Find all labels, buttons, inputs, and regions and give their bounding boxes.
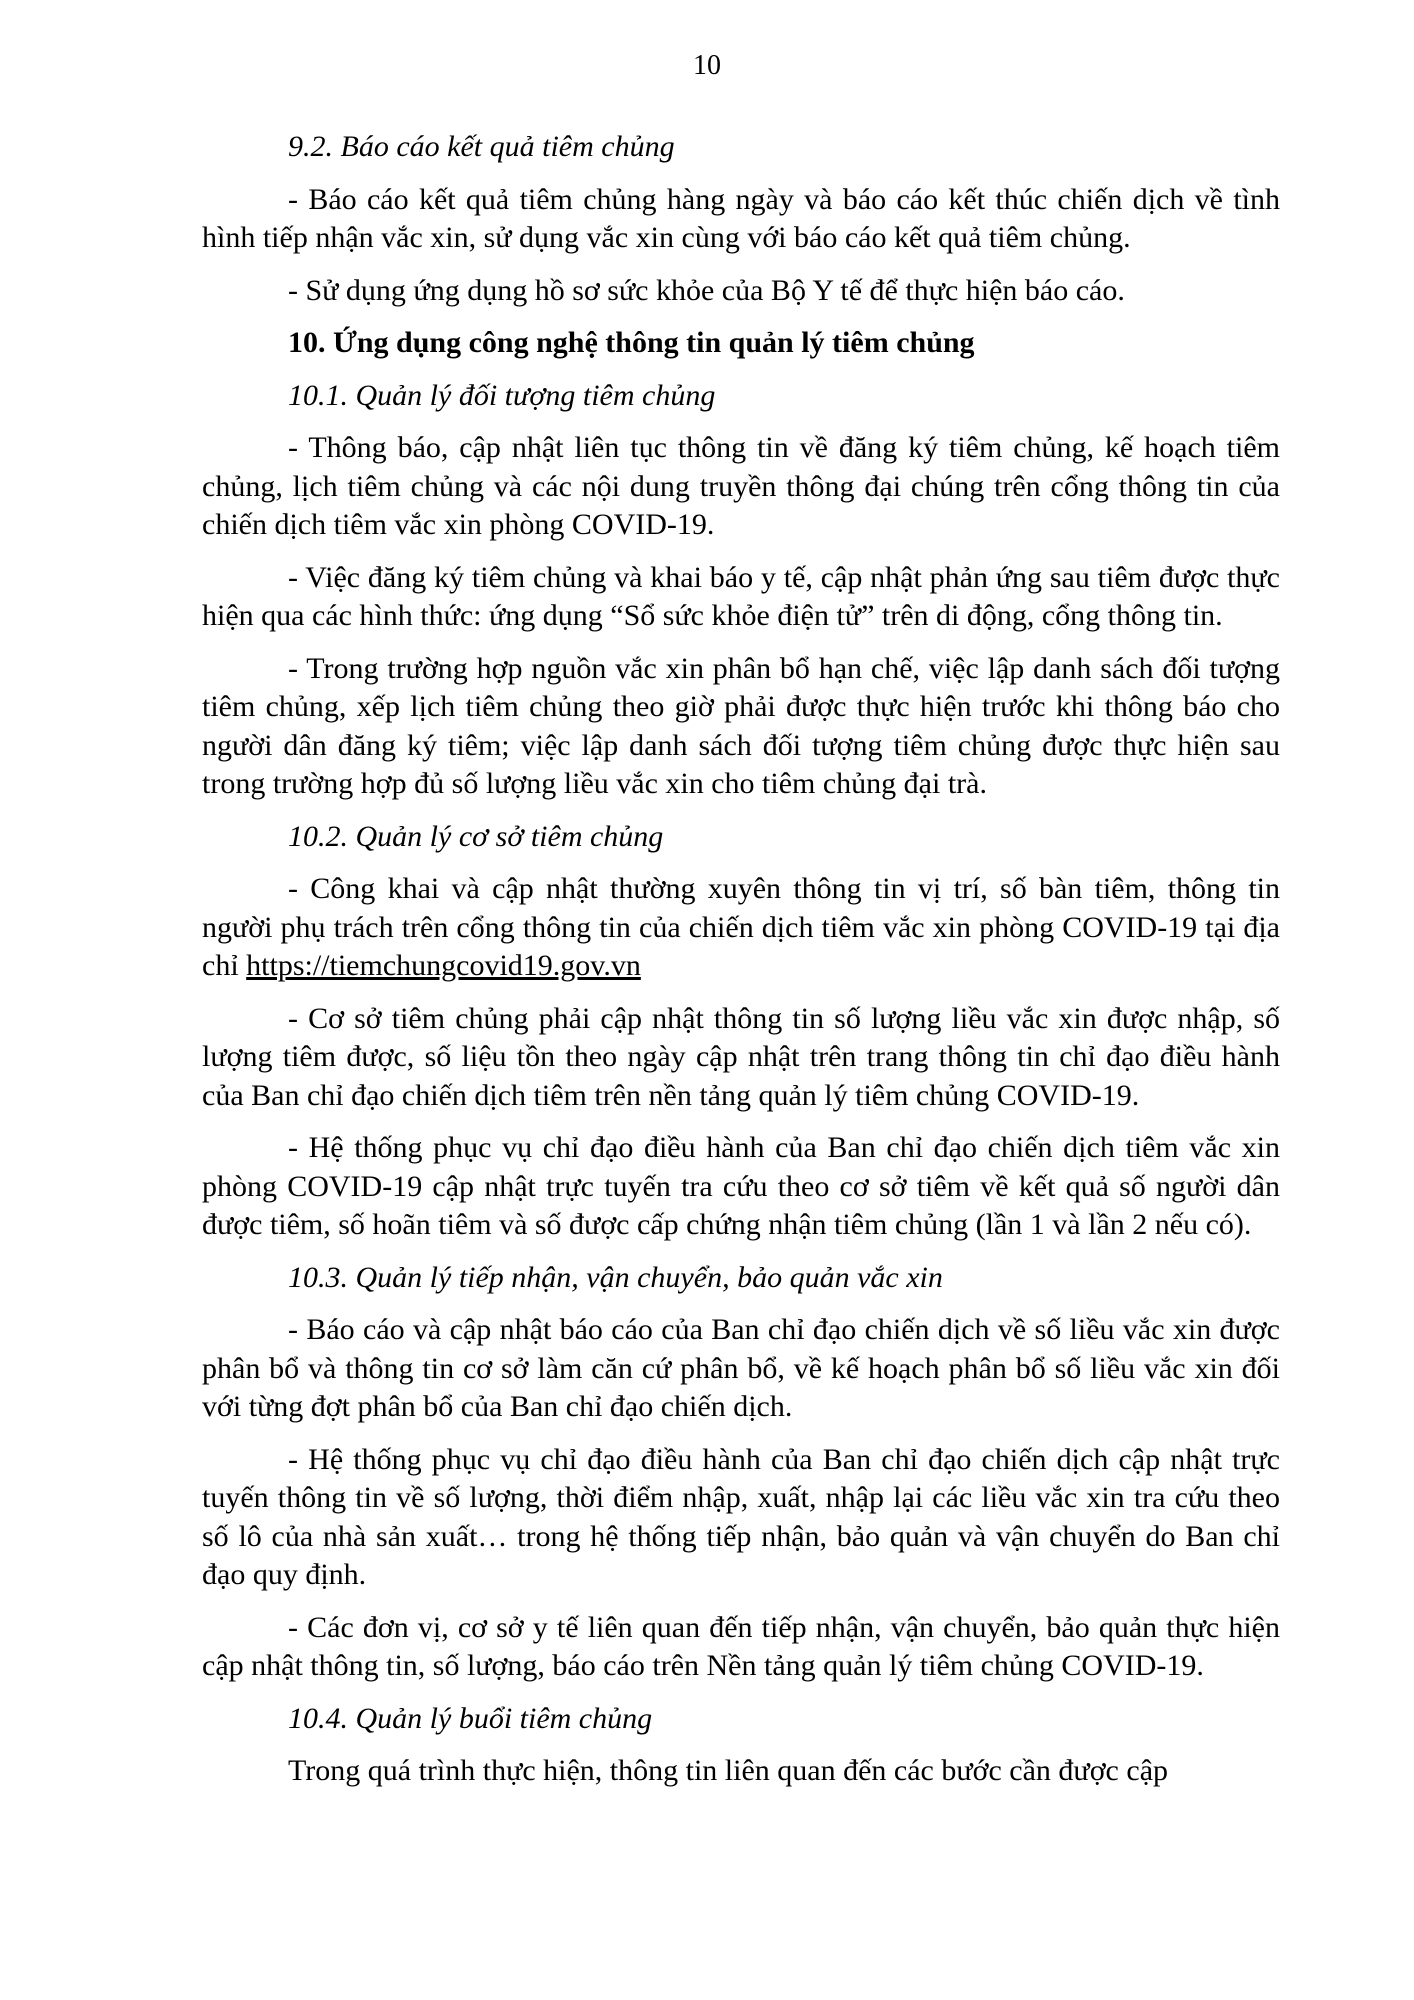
section-10-2-paragraph-1 [202, 870, 1280, 986]
section-10-3-paragraph-3: - Các đơn vị, cơ sở y tế liên quan đến tiếp nhận, vận chuyển, bảo quản thực hiện cập nhật thông tin, số lượng, báo cáo trên Nền tảng quản lý tiêm chủng COVID-19. [202, 1610, 1280, 1682]
section-9-2-heading: 9.2. Báo cáo kết quả tiêm chủng [288, 130, 675, 163]
section-10-3-heading: 10.3. Quản lý tiếp nhận, vận chuyển, bảo quản vắc xin [288, 1260, 943, 1294]
section-9-2-paragraph-2: - Sử dụng ứng dụng hồ sơ sức khỏe của Bộ Y tế để thực hiện báo cáo. [288, 273, 1125, 307]
section-10-3-paragraph-1: - Báo cáo và cập nhật báo cáo của Ban chỉ đạo chiến dịch về số liều vắc xin được phân bổ và thông tin cơ sở làm căn cứ phân bổ, về kế hoạch phân bổ số liều vắc xin đối với từng đợt phân bổ của Ban chỉ đạo chiến dịch. [202, 1313, 1280, 1423]
section-10-2-paragraph-3: - Hệ thống phục vụ chỉ đạo điều hành của Ban chỉ đạo chiến dịch tiêm vắc xin phòng COVID-19 cập nhật trực tuyến tra cứu theo cơ sở tiêm về kết quả số người dân được tiêm, số hoãn tiêm và số được cấp chứng nhận tiêm chủng (lần 1 và lần 2 nếu có). [202, 1131, 1280, 1241]
document-body [202, 128, 1280, 1805]
vaccination-portal-link[interactable]: https://tiemchungcovid19.gov.vn [246, 949, 641, 982]
section-10-1-paragraph-2: - Việc đăng ký tiêm chủng và khai báo y tế, cập nhật phản ứng sau tiêm được thực hiện qua các hình thức: ứng dụng “Sổ sức khỏe điện tử” trên di động, cổng thông tin. [202, 560, 1280, 632]
page-number: 10 [693, 50, 721, 81]
section-10-1-paragraph-3: - Trong trường hợp nguồn vắc xin phân bổ hạn chế, việc lập danh sách đối tượng tiêm chủng, xếp lịch tiêm chủng theo giờ phải được thực hiện trước khi thông báo cho người dân đăng ký tiêm; việc lập danh sách đối tượng tiêm chủng được thực hiện sau trong trường hợp đủ số lượng liều vắc xin cho tiêm chủng đại trà. [202, 651, 1280, 800]
section-10-1-heading: 10.1. Quản lý đối tượng tiêm chủng [288, 378, 716, 412]
section-10-4-heading: 10.4. Quản lý buổi tiêm chủng [288, 1701, 653, 1735]
section-10-2-paragraph-2: - Cơ sở tiêm chủng phải cập nhật thông tin số lượng liều vắc xin được nhập, số lượng tiêm được, số liệu tồn theo ngày cập nhật trên trang thông tin chỉ đạo điều hành của Ban chỉ đạo chiến dịch tiêm trên nền tảng quản lý tiêm chủng COVID-19. [202, 1001, 1280, 1112]
section-10-2-paragraph-1-text: - Công khai và cập nhật thường xuyên thông tin vị trí, số bàn tiêm, thông tin người phụ trách trên cổng thông tin của chiến dịch tiêm vắc xin phòng COVID-19 tại địa chỉ [202, 872, 1280, 982]
section-10-heading: 10. Ứng dụng công nghệ thông tin quản lý tiêm chủng [288, 326, 975, 359]
section-10-4-paragraph-1: Trong quá trình thực hiện, thông tin liên quan đến các bước cần được cập [288, 1754, 1169, 1787]
section-10-3-paragraph-2: - Hệ thống phục vụ chỉ đạo điều hành của Ban chỉ đạo chiến dịch cập nhật trực tuyến thông tin về số lượng, thời điểm nhập, xuất, nhập lại các liều vắc xin tra cứu theo số lô của nhà sản xuất… trong hệ thống tiếp nhận, bảo quản và vận chuyển do Ban chỉ đạo quy định. [202, 1442, 1280, 1591]
section-9-2-paragraph-1: - Báo cáo kết quả tiêm chủng hàng ngày và báo cáo kết thúc chiến dịch về tình hình tiếp nhận vắc xin, sử dụng vắc xin cùng với báo cáo kết quả tiêm chủng. [202, 182, 1280, 254]
section-10-2-heading: 10.2. Quản lý cơ sở tiêm chủng [288, 819, 664, 853]
section-10-1-paragraph-1: - Thông báo, cập nhật liên tục thông tin về đăng ký tiêm chủng, kế hoạch tiêm chủng, lịch tiêm chủng và các nội dung truyền thông đại chúng trên cổng thông tin của chiến dịch tiêm vắc xin phòng COVID-19. [202, 431, 1280, 541]
